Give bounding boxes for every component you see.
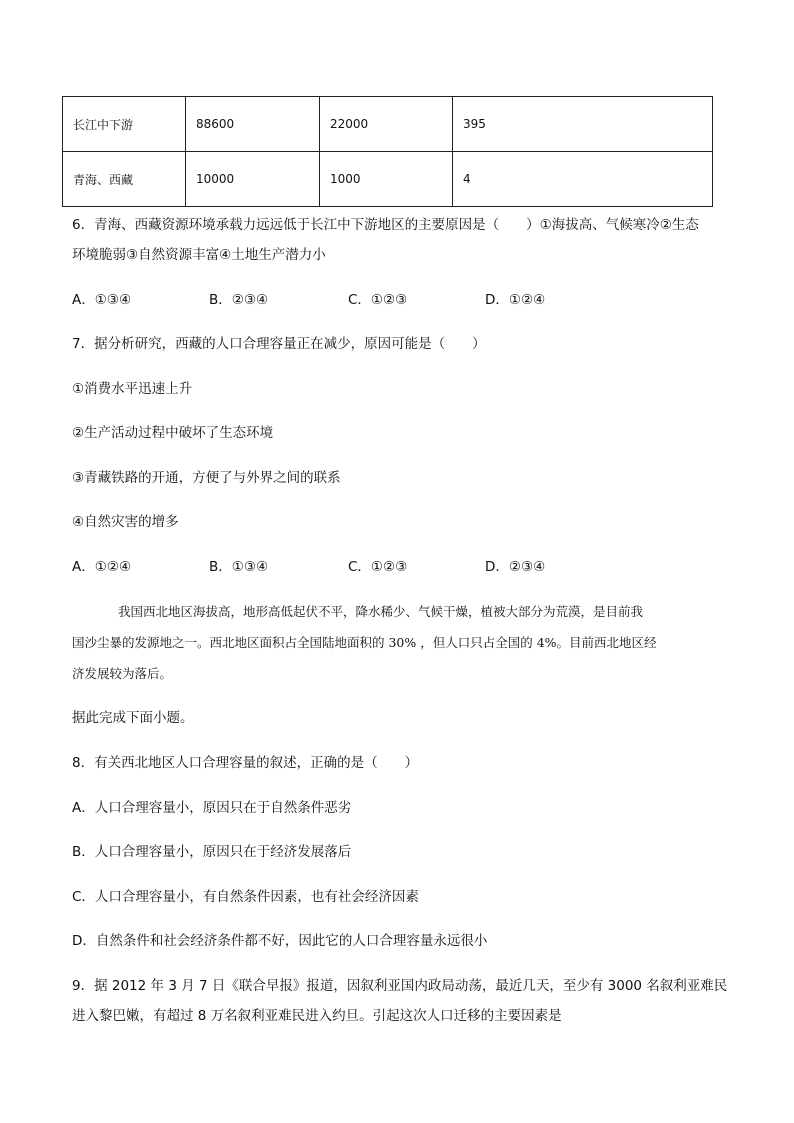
q7-item-1: ①消费水平迅速上升 xyxy=(72,381,193,397)
q8-option-d: D．自然条件和社会经济条件都不好，因此它的人口合理容量永远很小 xyxy=(72,933,488,949)
table-cell: 22000 xyxy=(320,97,453,152)
table-row xyxy=(63,97,713,152)
q7-item-4: ④自然灾害的增多 xyxy=(72,514,179,530)
table-cell-region: 青海、西藏 xyxy=(63,152,186,207)
population-capacity-table xyxy=(62,96,713,207)
table-cell: 10000 xyxy=(186,152,320,207)
q6-option-a: A．①③④ xyxy=(72,292,132,308)
table-cell: 4 xyxy=(453,152,713,207)
q6-stem-line1: 6．青海、西藏资源环境承载力远远低于长江中下游地区的主要原因是（ ）①海拔高、气候寒冷②生态 xyxy=(72,217,699,233)
q6-option-c: C．①②③ xyxy=(348,292,408,308)
q6-option-b: B．②③④ xyxy=(209,292,269,308)
q7-option-b: B．①③④ xyxy=(209,559,269,575)
q6-option-d: D．①②④ xyxy=(485,292,546,308)
q9-stem-line1: 9．据 2012 年 3 月 7 日《联合早报》报道，因叙利亚国内政局动荡，最近几天，至少有 3000 名叙利亚难民 xyxy=(72,978,728,994)
passage-line1: 我国西北地区海拔高，地形高低起伏不平，降水稀少、气候干燥，植被大部分为荒漠，是目前我 xyxy=(118,604,644,619)
q6-stem-line2: 环境脆弱③自然资源丰富④土地生产潜力小 xyxy=(72,247,326,263)
q8-option-a: A．人口合理容量小，原因只在于自然条件恶劣 xyxy=(72,800,352,816)
passage-line3: 济发展较为落后。 xyxy=(72,666,173,681)
q8-stem: 8．有关西北地区人口合理容量的叙述，正确的是（ ） xyxy=(72,755,419,771)
q7-option-d: D．②③④ xyxy=(485,559,546,575)
q7-option-c: C．①②③ xyxy=(348,559,408,575)
table-cell: 395 xyxy=(453,97,713,152)
q7-option-a: A．①②④ xyxy=(72,559,132,575)
table-cell: 88600 xyxy=(186,97,320,152)
q8-option-b: B．人口合理容量小，原因只在于经济发展落后 xyxy=(72,844,352,860)
q9-stem-line2: 进入黎巴嫩，有超过 8 万名叙利亚难民进入约旦。引起这次人口迁移的主要因素是 xyxy=(72,1008,562,1024)
table-row xyxy=(63,152,713,207)
q7-stem: 7．据分析研究，西藏的人口合理容量正在减少，原因可能是（ ） xyxy=(72,336,486,352)
table-cell-region: 长江中下游 xyxy=(63,97,186,152)
q8-option-c: C．人口合理容量小，有自然条件因素，也有社会经济因素 xyxy=(72,889,419,905)
q7-item-2: ②生产活动过程中破坏了生态环境 xyxy=(72,425,274,441)
q7-item-3: ③青藏铁路的开通，方便了与外界之间的联系 xyxy=(72,470,341,486)
passage-instruction: 据此完成下面小题。 xyxy=(72,710,194,726)
table-cell: 1000 xyxy=(320,152,453,207)
passage-line2: 国沙尘暴的发源地之一。西北地区面积占全国陆地面积的 30% ，但人口只占全国的 4%。目前西北地区经 xyxy=(72,635,657,650)
